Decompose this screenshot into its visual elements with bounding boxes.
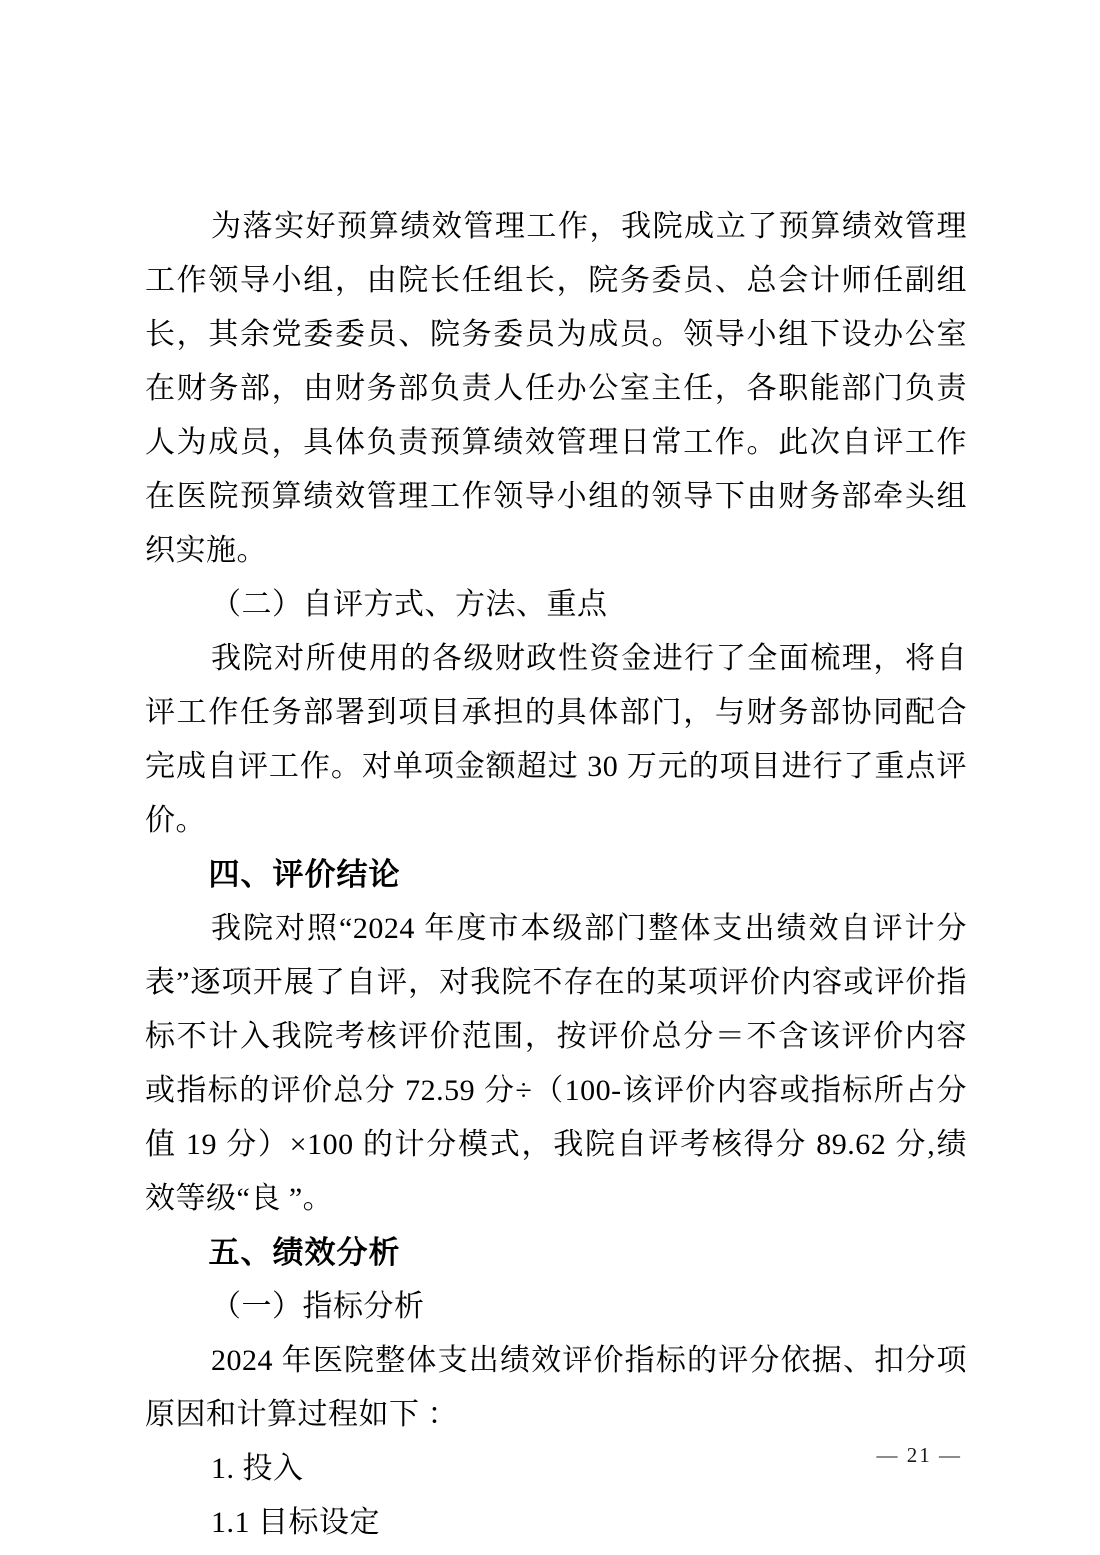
list-item-1-1-goal-setting: 1.1 目标设定 xyxy=(211,1506,380,1539)
page-number: — 21 — xyxy=(876,1443,962,1467)
list-item-1-investment: 1. 投入 xyxy=(211,1452,304,1485)
paragraph-self-evaluation-method: 我院对所使用的各级财政性资金进行了全面梳理，将自评工作任务部署到项目承担的具体部门，与财务部协同配合完成自评工作。对单项金额超过 30 万元的项目进行了重点评价。 xyxy=(145,642,967,837)
paragraph-indicator-analysis-intro: 2024 年医院整体支出绩效评价指标的评分依据、扣分项原因和计算过程如下 ： xyxy=(145,1344,967,1431)
document-body xyxy=(145,200,967,1550)
heading-evaluation-conclusion: 四、评价结论 xyxy=(208,857,401,892)
subheading-indicator-analysis: （一）指标分析 xyxy=(211,1290,425,1323)
subheading-self-evaluation-method: （二）自评方式、方法、重点 xyxy=(211,588,608,621)
heading-performance-analysis: 五、绩效分析 xyxy=(208,1235,401,1270)
paragraph-evaluation-conclusion: 我院对照“2024 年度市本级部门整体支出绩效自评计分表”逐项开展了自评，对我院不存在的某项评价内容或评价指标不计入我院考核评价范围，按评价总分＝不含该评价内容或指标的评价总分 72.59 分÷（100-该评价内容或指标所占分值 19 分）×100 的计分模式，我院自评考核得分 89.62 分,绩效等级“良 ”。 xyxy=(145,912,967,1215)
paragraph-leadership-group: 为落实好预算绩效管理工作，我院成立了预算绩效管理工作领导小组，由院长任组长，院务委员、总会计师任副组长，其余党委委员、院务委员为成员。领导小组下设办公室在财务部，由财务部负责人任办公室主任，各职能部门负责人为成员，具体负责预算绩效管理日常工作。此次自评工作在医院预算绩效管理工作领导小组的领导下由财务部牵头组织实施。 xyxy=(145,210,967,567)
